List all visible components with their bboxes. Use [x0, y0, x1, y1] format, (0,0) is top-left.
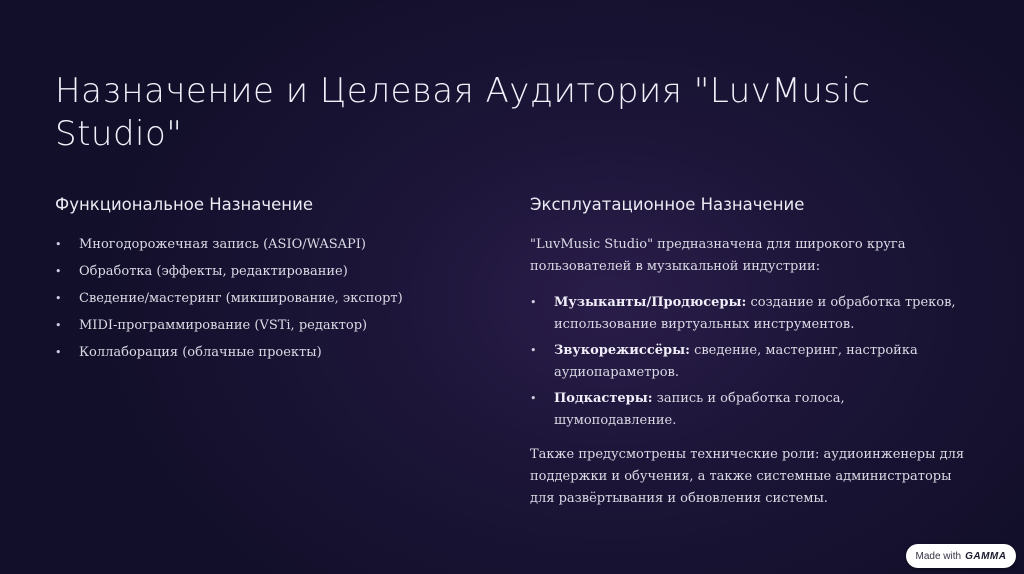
- bullet-icon: •: [55, 265, 62, 278]
- bullet-icon: •: [55, 292, 62, 305]
- audience-term: Звукорежиссёры:: [554, 343, 690, 358]
- list-item-text: Обработка (эффекты, редактирование): [79, 264, 348, 279]
- audience-term: Подкастеры:: [554, 391, 653, 406]
- gamma-logo: GAMMA: [965, 550, 1007, 562]
- audience-description: создание и обработка треков, использование виртуальных инструментов.: [554, 295, 956, 332]
- audience-list: [530, 292, 970, 432]
- list-item: [55, 315, 475, 337]
- list-item-text: Многодорожечная запись (ASIO/WASAPI): [79, 237, 366, 252]
- functional-purpose-heading: Функциональное Назначение: [55, 195, 313, 214]
- audience-description: запись и обработка голоса, шумоподавление.: [554, 391, 845, 428]
- list-item: [530, 292, 970, 336]
- list-item-text: Сведение/мастеринг (микширование, экспорт): [79, 291, 403, 306]
- list-item: [55, 288, 475, 310]
- functional-purpose-section: [55, 194, 475, 369]
- list-item-text: Коллаборация (облачные проекты): [79, 345, 322, 360]
- list-item-text: MIDI-программирование (VSTi, редактор): [79, 318, 368, 333]
- operational-intro-text: "LuvMusic Studio" предназначена для широкого круга пользователей в музыкальной индустрии:: [530, 237, 906, 274]
- bullet-icon: •: [55, 238, 62, 251]
- functional-purpose-list: [55, 234, 475, 364]
- operational-purpose-heading: Эксплуатационное Назначение: [530, 195, 805, 214]
- bullet-icon: •: [55, 346, 62, 359]
- bullet-icon: •: [55, 319, 62, 332]
- list-item: [55, 261, 475, 283]
- technical-roles-text: Также предусмотрены технические роли: аудиоинженеры для поддержки и обучения, а также системные администраторы для развёртывания и обновления системы.: [530, 447, 965, 506]
- list-item: [530, 388, 970, 432]
- list-item: [55, 342, 475, 364]
- bullet-icon: •: [530, 296, 537, 309]
- bullet-icon: •: [530, 344, 537, 357]
- operational-purpose-section: [530, 194, 970, 510]
- audience-description: сведение, мастеринг, настройка аудиопараметров.: [554, 343, 918, 380]
- made-with-gamma-badge[interactable]: [906, 544, 1016, 568]
- audience-term: Музыканты/Продюсеры:: [554, 295, 747, 310]
- list-item: [55, 234, 475, 256]
- list-item: [530, 340, 970, 384]
- slide-title: Назначение и Целевая Аудитория "LuvMusic Studio": [55, 71, 871, 154]
- bullet-icon: •: [530, 392, 537, 405]
- badge-prefix: Made with: [915, 550, 962, 562]
